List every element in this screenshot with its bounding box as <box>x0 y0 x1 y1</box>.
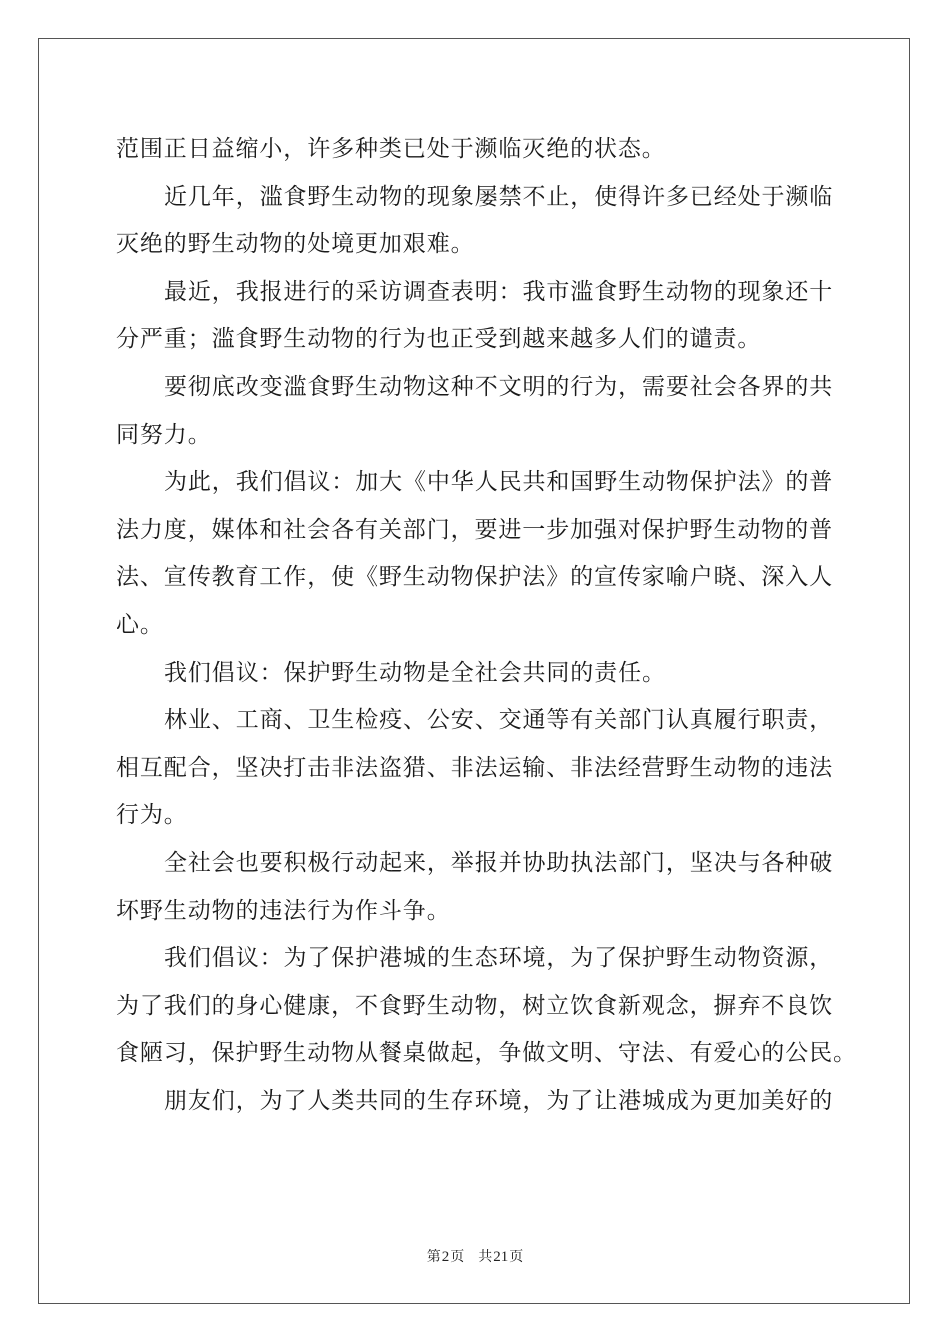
text-line: 食陋习，保护野生动物从餐桌做起，争做文明、守法、有爱心的公民。 <box>116 1040 857 1067</box>
paragraph-start-line: 林业、工商、卫生检疫、公安、交通等有关部门认真履行职责， <box>164 707 834 734</box>
text-line: 范围正日益缩小，许多种类已处于濒临灭绝的状态。 <box>116 136 666 162</box>
text-line: 灭绝的野生动物的处境更加艰难。 <box>116 231 475 258</box>
page-number: 2 <box>441 1249 450 1265</box>
page-prefix: 第 <box>426 1249 441 1265</box>
text-line: 相互配合，坚决打击非法盗猎、非法运输、非法经营野生动物的违法 <box>116 754 833 781</box>
document-body <box>116 126 857 1125</box>
paragraph-start-line: 全社会也要积极行动起来，举报并协助执法部门，坚决与各种破 <box>164 849 834 876</box>
text-line: 法力度，媒体和社会各有关部门，要进一步加强对保护野生动物的普 <box>116 516 833 543</box>
total-pages: 21 <box>493 1249 509 1265</box>
paragraph-start-line: 要彻底改变滥食野生动物这种不文明的行为，需要社会各界的共 <box>164 373 834 400</box>
paragraph-start-line: 最近，我报进行的采访调查表明：我市滥食野生动物的现象还十 <box>164 278 834 305</box>
text-line: 法、宣传教育工作，使《野生动物保护法》的宣传家喻户晓、深入人 <box>116 564 833 591</box>
text-line: 行为。 <box>116 802 188 829</box>
text-line: 分严重；滥食野生动物的行为也正受到越来越多人们的谴责。 <box>116 326 762 353</box>
total-suffix: 页 <box>509 1249 524 1265</box>
page-suffix: 页 <box>450 1249 465 1265</box>
text-line: 同努力。 <box>116 421 212 448</box>
text-line: 为了我们的身心健康，不食野生动物，树立饮食新观念，摒弃不良饮 <box>116 992 833 1019</box>
paragraph-start-line: 近几年，滥食野生动物的现象屡禁不止，使得许多已经处于濒临 <box>164 183 834 210</box>
paragraph-start-line: 我们倡议：保护野生动物是全社会共同的责任。 <box>164 659 666 686</box>
text-line: 坏野生动物的违法行为作斗争。 <box>116 897 451 924</box>
total-prefix: 共 <box>478 1249 493 1265</box>
page-footer <box>0 1246 950 1266</box>
paragraph-start-line: 为此，我们倡议：加大《中华人民共和国野生动物保护法》的普 <box>164 469 834 496</box>
paragraph-start-line: 我们倡议：为了保护港城的生态环境，为了保护野生动物资源， <box>164 945 834 972</box>
paragraph-start-line: 朋友们，为了人类共同的生存环境，为了让港城成为更加美好的 <box>164 1087 834 1114</box>
text-line: 心。 <box>116 611 164 638</box>
